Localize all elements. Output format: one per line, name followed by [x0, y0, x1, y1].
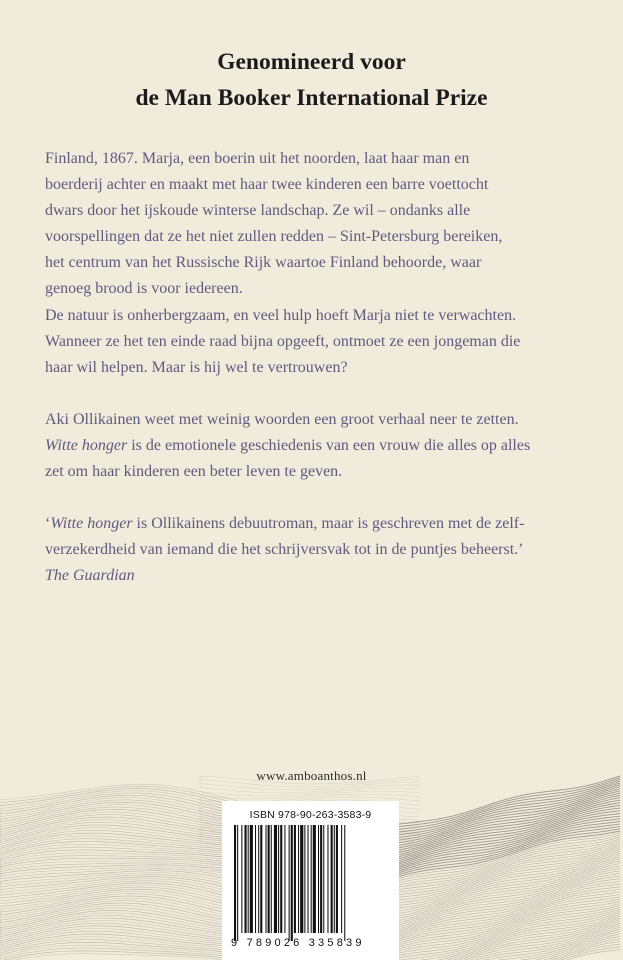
blurb — [45, 146, 590, 589]
headline-line-1: Genomineerd voor — [217, 49, 406, 75]
headline — [0, 44, 623, 116]
blurb-p1-line: genoeg brood is voor iedereen. — [45, 280, 243, 298]
review-quote — [45, 511, 590, 589]
blurb-p1-line: boerderij achter en maakt met haar twee kinderen een barre voettocht — [45, 176, 489, 194]
quote-text: is Ollikainens debuutroman, maar is geschreven met de zelf- — [132, 515, 525, 533]
quote-book-title: Witte honger — [50, 515, 133, 533]
barcode-number: 9 789026 335839 — [231, 937, 365, 949]
blurb-p2-line: De natuur is onherbergzaam, en veel hulp hoeft Marja niet te verwachten. — [45, 306, 517, 324]
quote-line — [45, 511, 590, 537]
blurb-p3-line: zet om haar kinderen een beter leven te geven. — [45, 463, 343, 481]
isbn-label: ISBN 978-90-263-3583-9 — [249, 809, 372, 821]
publisher-website[interactable]: www.amboanthos.nl — [256, 768, 367, 783]
quote-open-mark: ‘ — [45, 515, 51, 533]
blurb-paragraph-2 — [45, 303, 590, 381]
blurb-p3-text: is de emotionele geschiedenis van een vrouw die alles op alles — [127, 436, 531, 454]
book-title: Witte honger — [45, 436, 128, 454]
blurb-paragraph-3 — [45, 407, 590, 485]
blurb-p2-line: Wanneer ze het ten einde raad bijna opgeeft, ontmoet ze een jongeman die — [45, 332, 521, 350]
blurb-paragraph-1 — [45, 146, 590, 303]
headline-line-2: de Man Booker International Prize — [135, 85, 488, 111]
blurb-p1-line: het centrum van het Russische Rijk waartoe Finland behoorde, waar — [45, 254, 482, 272]
blurb-p1-line: Finland, 1867. Marja, een boerin uit het noorden, laat haar man en — [45, 150, 470, 167]
blurb-p3-line — [45, 433, 590, 459]
barcode-icon — [230, 825, 392, 941]
blurb-p3-line: Aki Ollikainen weet met weinig woorden een groot verhaal neer te zetten. — [45, 410, 519, 428]
quote-source: The Guardian — [45, 567, 135, 585]
blurb-p2-line: haar wil helpen. Maar is hij wel te vertrouwen? — [45, 358, 348, 376]
blurb-p1-line: dwars door het ijskoude winterse landschap. Ze wil – ondanks alle — [45, 202, 471, 220]
blurb-p1-line: voorspellingen dat ze het niet zullen redden – Sint-Petersburg bereiken, — [45, 228, 503, 246]
quote-line: verzekerdheid van iemand die het schrijversvak tot in de puntjes beheerst.’ — [45, 541, 524, 559]
